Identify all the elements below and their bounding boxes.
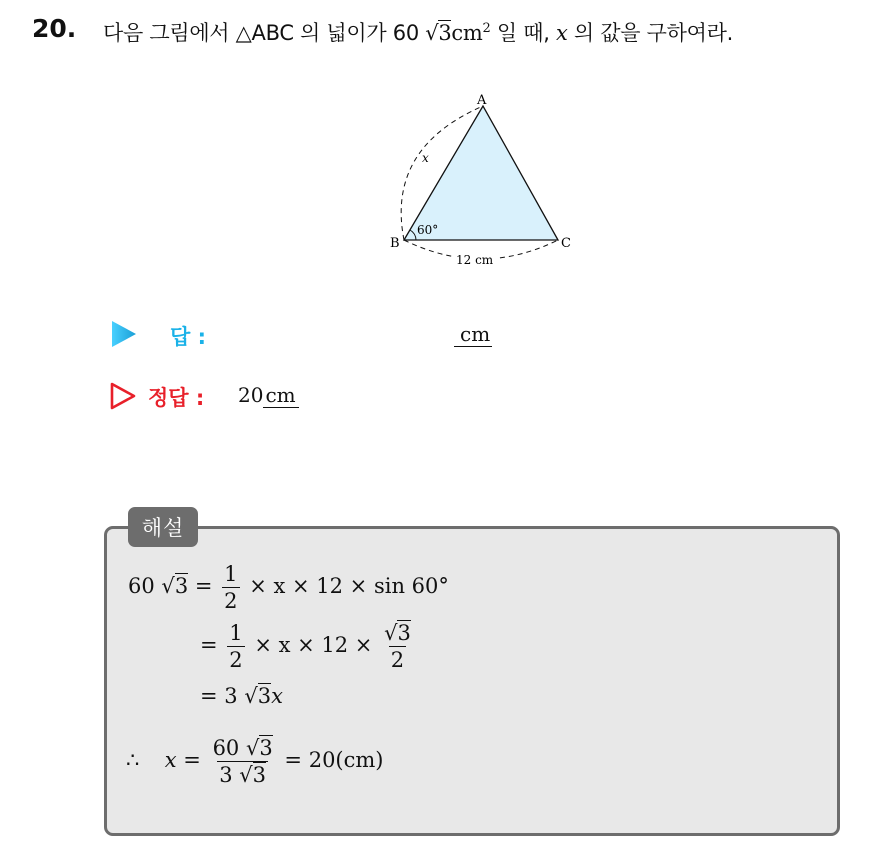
correct-answer (238, 383, 299, 407)
line1-lhs-num: 60 (128, 574, 155, 598)
line1-rest: × x × 12 × sin 60° (249, 574, 449, 598)
question-text-middle: 일 때, (496, 21, 556, 45)
final-fraction: $\frac{60 √3}{3 √3}$ (212, 736, 273, 787)
vertex-c-label: C (561, 236, 571, 251)
final-var: x (164, 748, 177, 772)
question-number: 20. (32, 14, 77, 43)
line2-half-fraction: $\frac{1}{2}$ (229, 621, 243, 672)
area-unit-exponent: 2 (482, 21, 491, 36)
explanation-tag: 해설 (128, 507, 198, 547)
line1-half-fraction: $\frac{1}{2}$ (224, 562, 238, 613)
vertex-b-label: B (390, 236, 400, 251)
side-bc-label: 12 cm (456, 253, 494, 267)
sqrt-symbol: √ (425, 21, 439, 45)
correct-label: 정답 : (148, 386, 205, 410)
answer-unit: cm (460, 322, 491, 346)
explanation-line-1: 60 √3 = $\frac{1}{2}$ × x × 12 × sin 60° (128, 562, 449, 613)
line3-coef: 3 (224, 684, 238, 708)
answer-blank[interactable] (454, 322, 492, 347)
question-variable: x (555, 21, 568, 45)
question-text-after: 의 값을 구하여라. (573, 21, 733, 45)
line2-mid: × x × 12 × (254, 633, 373, 657)
triangle-abc (404, 106, 558, 240)
explanation-line-2: = $\frac{1}{2}$ × x × 12 × $\frac{√3}{2}$ (200, 621, 411, 672)
explanation-final-line: ∴ x = $\frac{60 √3}{3 √3}$ = 20(cm) (126, 736, 384, 787)
line3-var: x (271, 684, 283, 708)
sqrt-arg: 3 (438, 21, 452, 45)
line2-sqrt-fraction: $\frac{√3}{2}$ (384, 621, 411, 672)
triangle-figure (386, 88, 586, 278)
correct-arrow-icon (110, 382, 136, 410)
correct-unit: cm (263, 383, 298, 408)
explanation-line-3: = 3 √3x (200, 684, 283, 708)
line1-lhs-rad: 3 (174, 574, 189, 598)
vertex-a-label: A (477, 93, 487, 108)
question-text-before: 다음 그림에서 △ABC 의 넓이가 60 (103, 21, 419, 45)
line3-rad: 3 (257, 684, 272, 708)
correct-value: 20 (238, 383, 264, 407)
angle-b-label: 60° (417, 223, 439, 237)
answer-arrow-icon (111, 320, 137, 348)
therefore-symbol: ∴ (126, 748, 140, 772)
final-result: 20(cm) (308, 748, 384, 772)
question-text (103, 17, 733, 47)
area-unit: cm (451, 21, 483, 45)
side-ab-label: x (422, 151, 429, 165)
answer-label: 답 : (170, 325, 206, 349)
